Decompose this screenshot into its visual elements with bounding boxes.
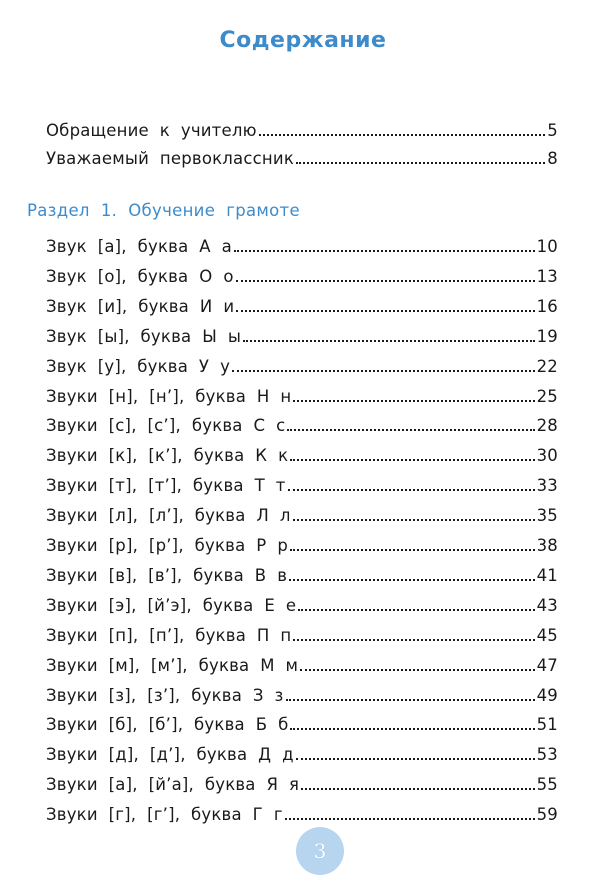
- toc-entry-row[interactable]: [46, 655, 558, 677]
- toc-entry-row[interactable]: [46, 535, 558, 557]
- toc-entry-label: Уважаемый первоклассник: [46, 149, 294, 168]
- toc-intro-row[interactable]: [46, 148, 558, 170]
- toc-entry-row[interactable]: [46, 296, 558, 318]
- toc-entry-page: 51: [536, 715, 558, 735]
- toc-entry-row[interactable]: [46, 266, 558, 288]
- toc-entry-row[interactable]: [46, 356, 558, 378]
- toc-entry-page: 59: [536, 805, 558, 825]
- toc-entry-row[interactable]: [46, 565, 558, 587]
- toc-entry-row[interactable]: [46, 475, 558, 497]
- toc-entry-row[interactable]: [46, 595, 558, 617]
- toc-entry-page: 41: [536, 565, 558, 585]
- toc-entry-page: 5: [547, 121, 558, 140]
- toc-entry-row[interactable]: [46, 236, 558, 258]
- page-number: 3: [313, 839, 327, 863]
- toc-entry-page: 30: [536, 446, 558, 466]
- toc-entry-row[interactable]: [46, 625, 558, 647]
- toc-entry-page: 28: [536, 416, 558, 436]
- dot-leader: [236, 268, 535, 282]
- toc-entry-label: Звук [ы], буква Ы ы: [46, 326, 242, 346]
- toc-entry-label: Звуки [з], [з’], буква З з: [46, 685, 284, 705]
- toc-entry-label: Звуки [л], [л’], буква Л л: [46, 506, 291, 526]
- toc-entry-page: 49: [536, 685, 558, 705]
- dot-leader: [293, 388, 534, 402]
- toc-entry-row[interactable]: [46, 505, 558, 527]
- toc-entry-label: Звуки [к], [к’], буква К к: [46, 446, 289, 466]
- toc-entry-page: 43: [536, 595, 558, 615]
- dot-leader: [296, 150, 545, 164]
- dot-leader: [290, 447, 534, 461]
- toc-entry-page: 25: [536, 386, 558, 406]
- toc-entry-page: 16: [536, 296, 558, 316]
- dot-leader: [243, 328, 535, 342]
- toc-entry-row[interactable]: [46, 386, 558, 408]
- dot-leader: [285, 806, 535, 820]
- toc-entry-label: Звуки [р], [р’], буква Р р: [46, 536, 289, 555]
- toc-entry-page: 19: [536, 326, 558, 346]
- toc-entry-page: 45: [536, 625, 558, 645]
- toc-entry-row[interactable]: [46, 714, 558, 736]
- toc-entry-row[interactable]: [46, 774, 558, 796]
- toc-entry-label: Звуки [б], [б’], буква Б б: [46, 715, 289, 735]
- section-heading: Раздел 1. Обучение грамоте: [27, 201, 300, 220]
- toc-entry-row[interactable]: [46, 744, 558, 766]
- dot-leader: [298, 597, 534, 611]
- toc-entry-label: Звуки [в], [в’], буква В в: [46, 565, 288, 585]
- dot-leader: [290, 537, 535, 551]
- page-title: Содержание: [219, 28, 387, 53]
- dot-leader: [288, 477, 535, 491]
- toc-entry-page: 13: [536, 266, 558, 286]
- toc-entry-label: Звуки [с], [с’], буква С с: [46, 416, 286, 436]
- toc-entry-row[interactable]: [46, 804, 558, 826]
- dot-leader: [286, 687, 535, 701]
- toc-entry-row[interactable]: [46, 445, 558, 467]
- toc-entry-label: Обращение к учителю: [46, 121, 257, 140]
- dot-leader: [301, 776, 534, 790]
- dot-leader: [289, 567, 534, 581]
- page-number-badge: [296, 827, 344, 875]
- toc-entry-label: Звуки [п], [п’], буква П п: [46, 625, 292, 645]
- dot-leader: [296, 746, 535, 760]
- toc-entry-label: Звуки [а], [й’а], буква Я я: [46, 775, 300, 795]
- dot-leader: [300, 657, 534, 671]
- toc-entry-page: 35: [536, 506, 558, 526]
- toc-entry-row[interactable]: [46, 685, 558, 707]
- dot-leader: [287, 417, 534, 431]
- dot-leader: [293, 507, 535, 521]
- toc-entry-label: Звук [у], буква У у: [46, 356, 231, 376]
- toc-entry-label: Звуки [т], [т’], буква Т т: [46, 476, 286, 496]
- toc-entry-page: 38: [536, 536, 558, 555]
- dot-leader: [290, 716, 534, 730]
- dot-leader: [234, 238, 535, 252]
- toc-entry-label: Звуки [н], [н’], буква Н н: [46, 386, 292, 406]
- toc-entry-label: Звук [о], буква О о: [46, 266, 234, 286]
- toc-entry-label: Звук [а], буква А а: [46, 237, 232, 256]
- dot-leader: [232, 358, 535, 372]
- toc-intro-row[interactable]: [46, 120, 558, 142]
- dot-leader: [293, 627, 534, 641]
- toc-entry-page: 8: [547, 149, 558, 168]
- dot-leader: [259, 122, 546, 136]
- toc-entry-label: Звуки [г], [г’], буква Г г: [46, 805, 283, 825]
- dot-leader: [236, 298, 534, 312]
- toc-entry-page: 33: [536, 476, 558, 496]
- toc-entry-page: 55: [536, 775, 558, 795]
- toc-entry-page: 53: [536, 745, 558, 765]
- toc-entry-page: 10: [536, 237, 558, 256]
- toc-entry-label: Звук [и], буква И и: [46, 296, 235, 316]
- toc-entry-label: Звуки [э], [й’э], буква Е е: [46, 595, 297, 615]
- toc-entry-page: 22: [536, 356, 558, 376]
- toc-entry-row[interactable]: [46, 415, 558, 437]
- toc-entry-row[interactable]: [46, 326, 558, 348]
- toc-entry-label: Звуки [д], [д’], буква Д д: [46, 745, 294, 765]
- toc-entry-page: 47: [536, 655, 558, 675]
- toc-entry-label: Звуки [м], [м’], буква М м: [46, 655, 299, 675]
